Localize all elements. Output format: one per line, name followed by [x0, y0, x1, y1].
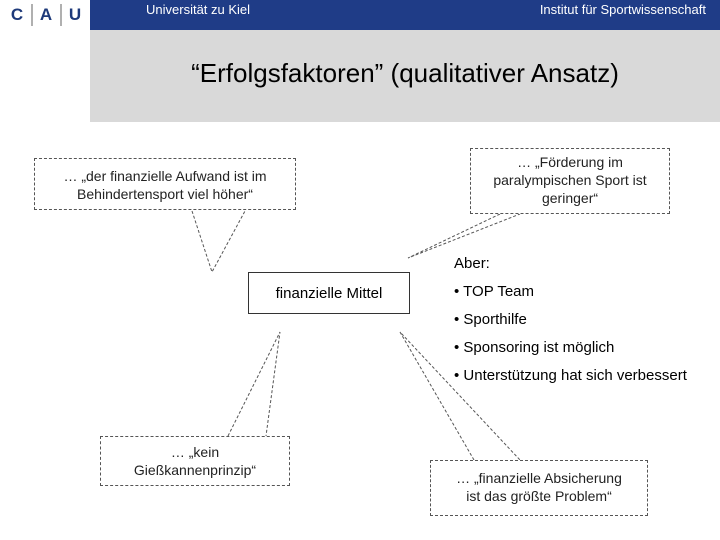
quote-bubble-bottom-right [430, 460, 648, 516]
bullet-item: • Sponsoring ist möglich [454, 339, 615, 356]
quote-line: Behindertensport viel höher“ [77, 186, 253, 202]
quote-line: … „kein [170, 444, 220, 460]
bullet-item: • Sporthilfe [454, 311, 527, 328]
quote-bubble-right [470, 148, 670, 214]
quote-bubble-left [34, 158, 296, 210]
aber-label: Aber: [454, 255, 490, 272]
logo-letter-c: C [4, 4, 30, 26]
quote-line: geringer“ [541, 190, 599, 206]
bullet-item: • Unterstützung hat sich verbessert [454, 367, 687, 384]
logo-letter-a: A [33, 4, 59, 26]
quote-line: … „Förderung im [517, 154, 623, 170]
logo-letter-u: U [62, 4, 88, 26]
quote-line: Gießkannenprinzip“ [133, 462, 257, 478]
university-name: Universität zu Kiel [146, 2, 251, 17]
quote-bubble-bottom-left [100, 436, 290, 486]
quote-line: ist das größte Problem“ [466, 488, 612, 504]
quote-line: paralympischen Sport ist [493, 172, 647, 188]
center-topic-box: finanzielle Mittel [248, 272, 410, 314]
slide-title: “Erfolgsfaktoren” (qualitativer Ansatz) [191, 58, 619, 88]
institute-name: Institut für Sportwissenschaft [539, 2, 706, 17]
bullet-item: • TOP Team [454, 283, 535, 300]
quote-line: … „finanzielle Absicherung [456, 470, 622, 486]
quote-line: … „der finanzielle Aufwand ist im [63, 168, 267, 184]
